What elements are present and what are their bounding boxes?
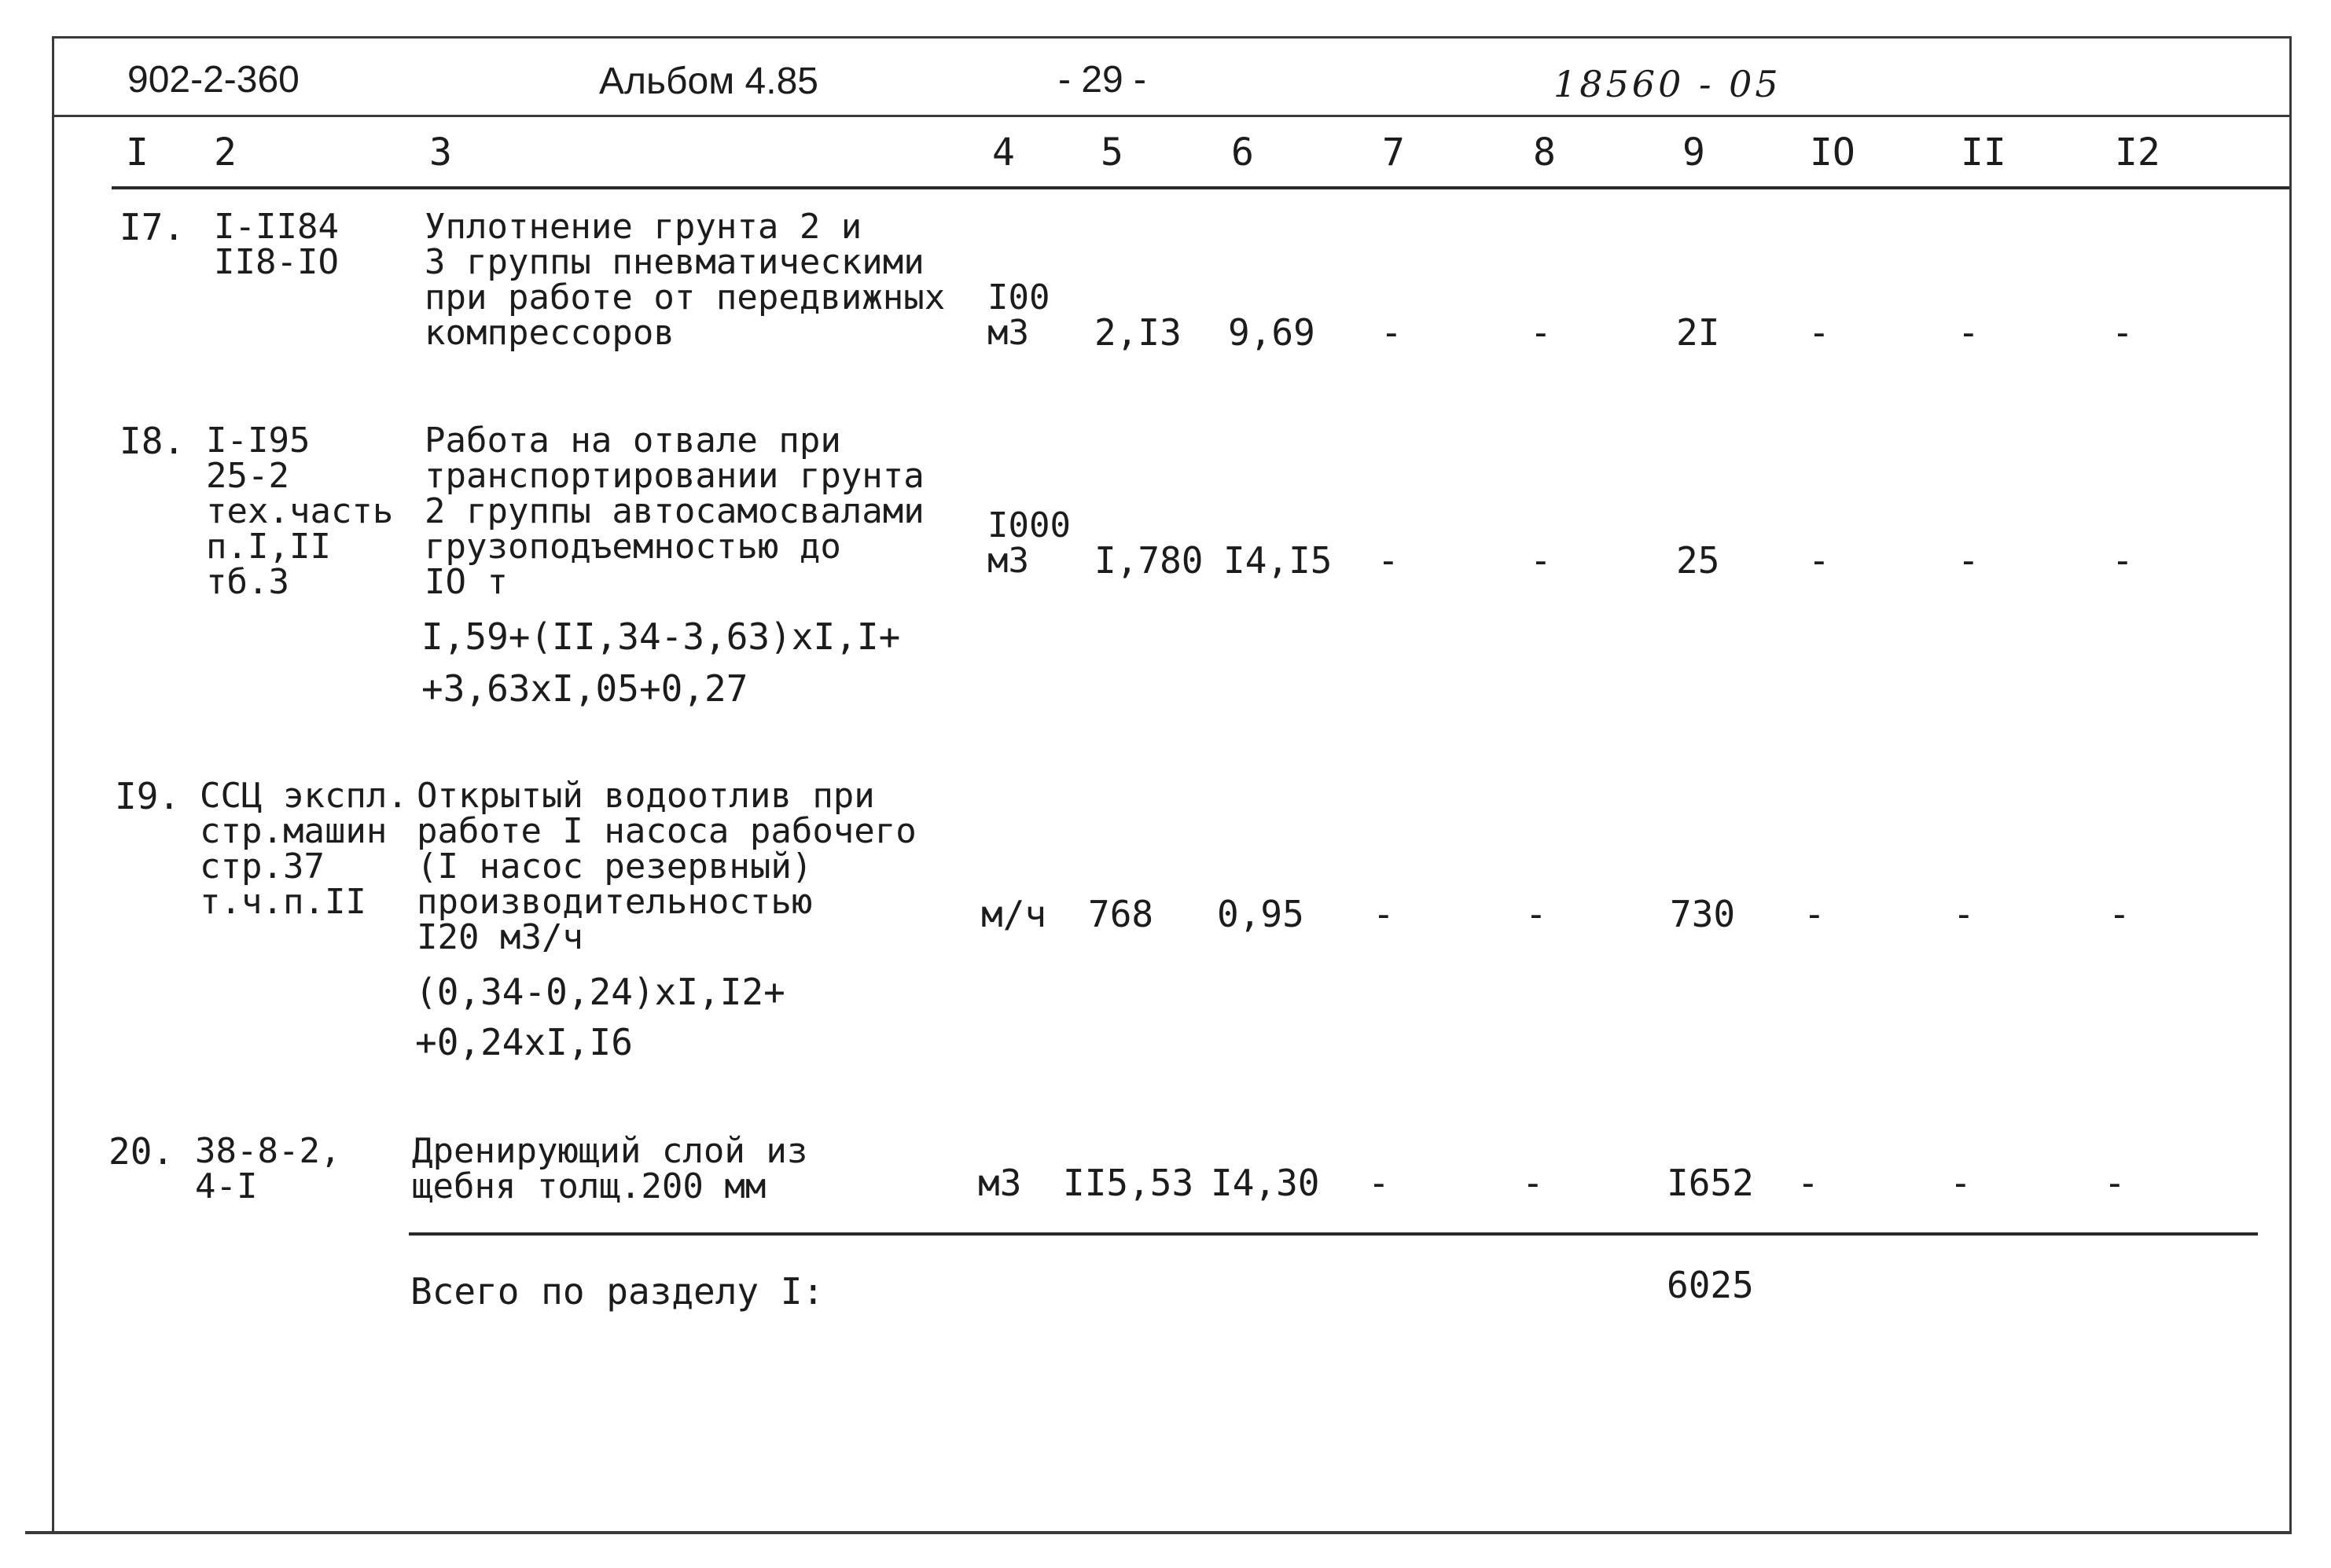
cell-col7: - [1381, 311, 1403, 354]
column-header-1: I [126, 130, 149, 174]
norm-reference: I-II84 II8-IO [214, 207, 339, 282]
cell-col12: - [2112, 311, 2134, 354]
column-header-6: 6 [1231, 130, 1254, 174]
calculation-formula-line: +0,24xI,I6 [415, 1021, 633, 1063]
cell-col6: I4,30 [1211, 1162, 1320, 1204]
column-header-7: 7 [1382, 130, 1405, 174]
column-header-10: IO [1810, 130, 1855, 174]
section-total-value: 6025 [1667, 1264, 1754, 1306]
unit-of-measure: м/ч [981, 893, 1047, 935]
cell-col10: - [1808, 539, 1830, 582]
cell-col8: - [1530, 311, 1552, 354]
cell-col11: - [1958, 311, 1980, 354]
work-description: Открытый водоотлив при работе I насоса рабочего (I насос резервный) производительностью I20 м3/ч [417, 776, 917, 957]
unit-of-measure: I000 м3 [987, 505, 1071, 581]
column-header-8: 8 [1533, 130, 1556, 174]
section-total-label: Всего по разделу I: [410, 1270, 825, 1313]
unit-of-measure: м3 [978, 1162, 1022, 1204]
cell-col11: - [1950, 1162, 1972, 1204]
cell-col5: II5,53 [1063, 1162, 1194, 1204]
row-number: I9. [115, 775, 181, 817]
cell-col10: - [1808, 311, 1830, 354]
column-header-3: 3 [429, 130, 452, 174]
column-header-divider [112, 186, 2289, 189]
total-divider [409, 1232, 2258, 1236]
column-header-5: 5 [1101, 130, 1123, 174]
work-description: Работа на отвале при транспортировании грунта 2 группы автосамосвалами грузоподъемностью до IO т [425, 420, 925, 602]
cell-col8: - [1530, 539, 1552, 582]
cell-col12: - [2104, 1162, 2126, 1204]
calculation-formula-line: (0,34-0,24)xI,I2+ [415, 971, 785, 1013]
handwritten-number: 18560 - 05 [1553, 63, 1781, 105]
cell-col12: - [2109, 893, 2131, 935]
document-code: 902-2-360 [127, 59, 300, 101]
cell-col6: 9,69 [1228, 311, 1315, 354]
cell-col12: - [2112, 539, 2134, 582]
cell-col10: - [1797, 1162, 1819, 1204]
row-number: I7. [119, 206, 186, 248]
column-header-9: 9 [1682, 130, 1705, 174]
cell-col7: - [1368, 1162, 1390, 1204]
cell-col9: I652 [1667, 1162, 1754, 1204]
work-description: Уплотнение грунта 2 и 3 группы пневматическими при работе от передвижных компрессоров [425, 207, 946, 353]
cell-col6: 0,95 [1217, 893, 1304, 935]
cell-col11: - [1958, 539, 1980, 582]
calculation-formula-line: I,59+(II,34-3,63)xI,I+ [421, 615, 901, 658]
frame-right-border [2289, 36, 2292, 1533]
frame-bottom-border [25, 1531, 2292, 1534]
column-header-4: 4 [992, 130, 1015, 174]
work-description: Дренирующий слой из щебня толщ.200 мм [412, 1131, 808, 1206]
row-number: I8. [119, 420, 186, 462]
header-divider [52, 115, 2291, 117]
norm-reference: I-I95 25-2 тех.часть п.I,II тб.3 [206, 420, 394, 602]
cell-col7: - [1373, 893, 1395, 935]
cell-col8: - [1522, 1162, 1544, 1204]
unit-of-measure: I00 м3 [987, 277, 1050, 353]
norm-reference: ССЦ экспл. стр.машин стр.37 т.ч.п.II [200, 776, 408, 922]
column-header-2: 2 [214, 130, 237, 174]
cell-col5: I,780 [1094, 539, 1204, 582]
norm-reference: 38-8-2, 4-I [195, 1131, 341, 1206]
row-number: 20. [108, 1130, 175, 1173]
cell-col6: I4,I5 [1223, 539, 1333, 582]
calculation-formula-line: +3,63xI,05+0,27 [421, 667, 748, 710]
cell-col5: 768 [1088, 893, 1154, 935]
cell-col8: - [1525, 893, 1547, 935]
cell-col9: 2I [1676, 311, 1720, 354]
cell-col5: 2,I3 [1094, 311, 1182, 354]
column-header-11: II [1961, 130, 2006, 174]
cell-col11: - [1953, 893, 1975, 935]
frame-left-border [52, 36, 54, 1533]
cell-col9: 730 [1670, 893, 1736, 935]
frame-top-border [52, 36, 2291, 39]
page-number: - 29 - [1058, 59, 1147, 101]
album-label: Альбом 4.85 [599, 61, 818, 102]
cell-col9: 25 [1676, 539, 1720, 582]
column-header-12: I2 [2115, 130, 2160, 174]
cell-col10: - [1803, 893, 1825, 935]
cell-col7: - [1377, 539, 1399, 582]
